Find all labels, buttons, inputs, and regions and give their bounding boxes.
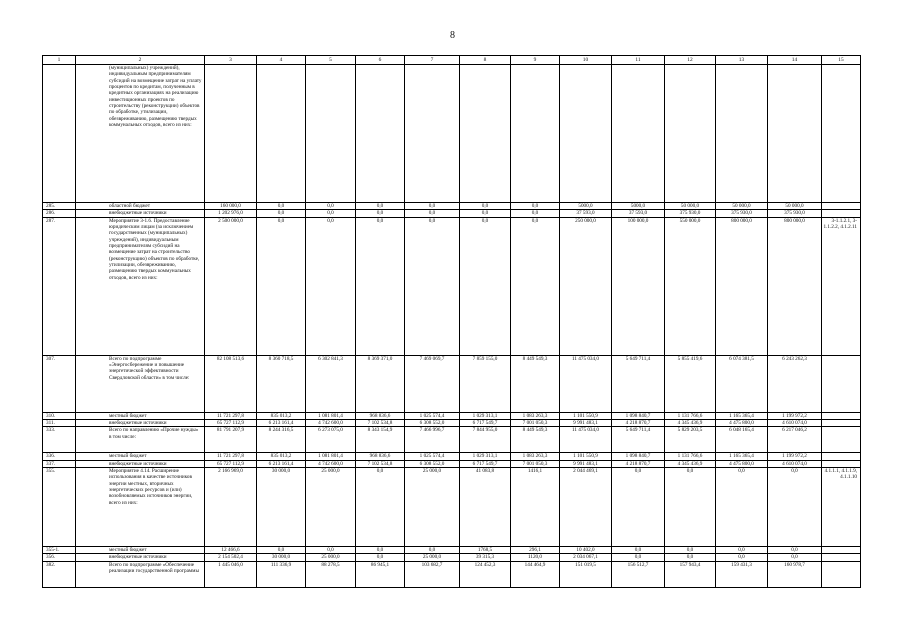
value-cell: 1 131 766,6 bbox=[665, 412, 716, 419]
value-cell: 37 593,0 bbox=[560, 210, 612, 217]
value-cell: 0,0 bbox=[405, 203, 460, 210]
table-row bbox=[43, 203, 861, 210]
value-cell: 0,0 bbox=[768, 468, 822, 547]
value-cell: 6 213 161,4 bbox=[257, 420, 306, 427]
description-cell: Всего по направлению «Прочие нужды» в том числе: bbox=[76, 427, 205, 453]
header-cell: 8 bbox=[460, 56, 511, 65]
value-cell: 5000,0 bbox=[560, 203, 612, 210]
value-cell: 25 000,0 bbox=[306, 468, 356, 547]
table-row bbox=[43, 412, 861, 419]
value-cell: 6 717 549,7 bbox=[460, 420, 511, 427]
page-number: 8 bbox=[450, 30, 455, 41]
header-cell: 1 bbox=[43, 56, 76, 65]
value-cell: 6 308 552,0 bbox=[405, 460, 460, 467]
value-cell: 0,0 bbox=[306, 217, 356, 355]
target-code-cell bbox=[822, 547, 861, 554]
value-cell: 4 742 600,0 bbox=[306, 420, 356, 427]
value-cell: 65 727 112,9 bbox=[205, 460, 257, 467]
table-row bbox=[43, 547, 861, 554]
target-code-cell bbox=[822, 453, 861, 460]
value-cell: 4 610 074,0 bbox=[768, 420, 822, 427]
value-cell: 8 244 316,5 bbox=[257, 427, 306, 453]
value-cell: 0,0 bbox=[716, 554, 768, 561]
header-row bbox=[43, 56, 861, 65]
value-cell: 4 218 870,7 bbox=[612, 420, 665, 427]
target-code-cell bbox=[822, 420, 861, 427]
table-row bbox=[43, 65, 861, 203]
value-cell: 88 278,5 bbox=[306, 561, 356, 587]
value-cell: 1 101 550,9 bbox=[560, 453, 612, 460]
value-cell: 6 074 381,5 bbox=[716, 355, 768, 412]
value-cell: 5 649 711,4 bbox=[612, 427, 665, 453]
value-cell: 1 025 574,4 bbox=[405, 453, 460, 460]
value-cell: 6 217 046,2 bbox=[768, 427, 822, 453]
description-cell: местный бюджет bbox=[76, 412, 205, 419]
header-cell: 11 bbox=[612, 56, 665, 65]
header-cell: 12 bbox=[665, 56, 716, 65]
value-cell: 160 000,0 bbox=[205, 203, 257, 210]
header-cell: 15 bbox=[822, 56, 861, 65]
value-cell: 25 000,0 bbox=[405, 554, 460, 561]
value-cell: 11 475 034,0 bbox=[560, 427, 612, 453]
value-cell: 0,0 bbox=[405, 217, 460, 355]
table-row bbox=[43, 468, 861, 547]
value-cell: 835 013,2 bbox=[257, 412, 306, 419]
value-cell: 1120,0 bbox=[511, 554, 560, 561]
value-cell: 0,0 bbox=[665, 554, 716, 561]
value-cell bbox=[612, 65, 665, 203]
value-cell: 968 836,6 bbox=[356, 453, 405, 460]
row-number-cell: 307. bbox=[43, 355, 76, 412]
value-cell: 296,1 bbox=[511, 547, 560, 554]
value-cell: 1416,1 bbox=[511, 468, 560, 547]
value-cell: 144 464,9 bbox=[511, 561, 560, 587]
value-cell bbox=[560, 65, 612, 203]
row-number-cell: 333. bbox=[43, 427, 76, 453]
value-cell: 800 000,0 bbox=[768, 217, 822, 355]
value-cell: 0,0 bbox=[665, 547, 716, 554]
table-row bbox=[43, 210, 861, 217]
description-cell: областной бюджет bbox=[76, 203, 205, 210]
value-cell: 111 336,9 bbox=[257, 561, 306, 587]
value-cell: 4 475 800,0 bbox=[716, 420, 768, 427]
value-cell: 1 098 840,7 bbox=[612, 453, 665, 460]
value-cell: 50 000,0 bbox=[665, 203, 716, 210]
table-row bbox=[43, 561, 861, 587]
value-cell: 37 593,0 bbox=[612, 210, 665, 217]
row-number-cell: 286. bbox=[43, 210, 76, 217]
value-cell: 7 001 050,3 bbox=[511, 420, 560, 427]
value-cell: 7 844 955,0 bbox=[460, 427, 511, 453]
value-cell: 156 512,7 bbox=[612, 561, 665, 587]
value-cell: 6 213 161,4 bbox=[257, 460, 306, 467]
value-cell: 11 721 297,8 bbox=[205, 412, 257, 419]
table-row bbox=[43, 427, 861, 453]
value-cell: 5000,0 bbox=[612, 203, 665, 210]
value-cell: 0,0 bbox=[257, 217, 306, 355]
table-row bbox=[43, 460, 861, 467]
value-cell: 0,0 bbox=[257, 203, 306, 210]
value-cell: 800 000,0 bbox=[716, 217, 768, 355]
target-code-cell bbox=[822, 561, 861, 587]
value-cell: 7 102 534,8 bbox=[356, 420, 405, 427]
value-cell: 7 469 069,7 bbox=[405, 355, 460, 412]
value-cell: 1 081 801,4 bbox=[306, 453, 356, 460]
description-cell: внебюджетные источники bbox=[76, 460, 205, 467]
description-cell: местный бюджет bbox=[76, 453, 205, 460]
value-cell: 9 991 483,1 bbox=[560, 460, 612, 467]
value-cell: 250 000,0 bbox=[560, 217, 612, 355]
target-code-cell bbox=[822, 427, 861, 453]
value-cell: 6 717 549,7 bbox=[460, 460, 511, 467]
value-cell: 4 742 600,0 bbox=[306, 460, 356, 467]
header-cell: 6 bbox=[356, 56, 405, 65]
value-cell: 8 369 371,0 bbox=[356, 355, 405, 412]
value-cell: 6 302 841,3 bbox=[306, 355, 356, 412]
value-cell: 6 243 262,3 bbox=[768, 355, 822, 412]
value-cell: 39 315,3 bbox=[460, 554, 511, 561]
value-cell: 50 000,0 bbox=[716, 203, 768, 210]
description-cell: внебюджетные источники bbox=[76, 210, 205, 217]
value-cell: 375 930,0 bbox=[665, 210, 716, 217]
value-cell bbox=[356, 65, 405, 203]
value-cell: 6 273 075,0 bbox=[306, 427, 356, 453]
header-cell: 10 bbox=[560, 56, 612, 65]
value-cell: 0,0 bbox=[612, 468, 665, 547]
value-cell: 375 930,0 bbox=[716, 210, 768, 217]
row-number-cell: 356. bbox=[43, 554, 76, 561]
value-cell: 4 345 436,9 bbox=[665, 420, 716, 427]
value-cell: 4 610 074,0 bbox=[768, 460, 822, 467]
row-number-cell bbox=[43, 65, 76, 203]
value-cell: 0,0 bbox=[356, 210, 405, 217]
target-code-cell bbox=[822, 355, 861, 412]
value-cell: 0,0 bbox=[356, 468, 405, 547]
row-number-cell: 355. bbox=[43, 468, 76, 547]
budget-table bbox=[42, 55, 861, 588]
value-cell: 2 034 067,1 bbox=[560, 554, 612, 561]
value-cell: 65 727 112,9 bbox=[205, 420, 257, 427]
value-cell: 50 000,0 bbox=[768, 203, 822, 210]
row-number-cell: 285. bbox=[43, 203, 76, 210]
value-cell: 1 199 972,2 bbox=[768, 453, 822, 460]
value-cell: 1 098 840,7 bbox=[612, 412, 665, 419]
value-cell: 0,0 bbox=[511, 203, 560, 210]
description-cell: Всего по подпрограмме «Энергосбережение и повышение энергетической эффективности Свердловской области» в том числе: bbox=[76, 355, 205, 412]
value-cell: 0,0 bbox=[356, 554, 405, 561]
target-code-cell bbox=[822, 554, 861, 561]
value-cell bbox=[257, 65, 306, 203]
value-cell: 82 108 513,6 bbox=[205, 355, 257, 412]
value-cell: 1 445 046,0 bbox=[205, 561, 257, 587]
value-cell: 100 000,0 bbox=[612, 217, 665, 355]
value-cell: 6 048 165,4 bbox=[716, 427, 768, 453]
value-cell: 0,0 bbox=[511, 217, 560, 355]
value-cell: 0,0 bbox=[257, 210, 306, 217]
value-cell: 1 025 574,4 bbox=[405, 412, 460, 419]
value-cell: 1 199 972,2 bbox=[768, 412, 822, 419]
value-cell: 9 991 483,1 bbox=[560, 420, 612, 427]
value-cell: 0,0 bbox=[356, 203, 405, 210]
description-cell: внебюджетные источники bbox=[76, 554, 205, 561]
value-cell: 0,0 bbox=[612, 554, 665, 561]
row-number-cell: 311. bbox=[43, 420, 76, 427]
table-row bbox=[43, 453, 861, 460]
value-cell: 0,0 bbox=[768, 554, 822, 561]
target-code-cell bbox=[822, 412, 861, 419]
table-row bbox=[43, 420, 861, 427]
description-cell: Мероприятие 3-1.6. Предоставление юридическим лицам (за исключением государственных (муниципальных) учреждений), индивидуальным предпринимателям субсидий на возмещение затрат на строительство (реконструкцию) объектов по обработке, утилизации, обезвреживанию, размещению твердых коммунальных отходов, всего из них: bbox=[76, 217, 205, 355]
value-cell: 0,0 bbox=[460, 203, 511, 210]
header-cell: 4 bbox=[257, 56, 306, 65]
header-cell: 13 bbox=[716, 56, 768, 65]
row-number-cell: 310. bbox=[43, 412, 76, 419]
target-code-cell: 4.1.1.1, 4.1.1.9, 4.1.1.10 bbox=[822, 468, 861, 547]
value-cell bbox=[665, 65, 716, 203]
value-cell: 4 475 800,0 bbox=[716, 460, 768, 467]
value-cell: 550 000,0 bbox=[665, 217, 716, 355]
description-cell: (муниципальных) учреждений), индивидуальным предпринимателям субсидий на возмещение затрат на уплату процентов по кредитам, полученным в кредитных организациях на реализацию инвестиционных проектов по строительству (реконструкции) объектов по обработке, утилизации, обезвреживанию, размещению твердых коммунальных отходов, всего из них: bbox=[76, 65, 205, 203]
value-cell: 124 452,3 bbox=[460, 561, 511, 587]
table-row bbox=[43, 355, 861, 412]
value-cell: 1 083 263,3 bbox=[511, 412, 560, 419]
value-cell: 0,0 bbox=[716, 547, 768, 554]
value-cell: 0,0 bbox=[257, 547, 306, 554]
value-cell: 159 431,3 bbox=[716, 561, 768, 587]
value-cell bbox=[716, 65, 768, 203]
value-cell bbox=[460, 65, 511, 203]
description-cell: местный бюджет bbox=[76, 547, 205, 554]
value-cell: 0,0 bbox=[716, 468, 768, 547]
value-cell: 1 083 263,3 bbox=[511, 453, 560, 460]
row-number-cell: 355-1. bbox=[43, 547, 76, 554]
description-cell: внебюджетные источники bbox=[76, 420, 205, 427]
value-cell: 7 102 534,8 bbox=[356, 460, 405, 467]
row-number-cell: 287. bbox=[43, 217, 76, 355]
target-code-cell: 3-1.1.2.1, 3-1.1.2.2, 4.1.2.11 bbox=[822, 217, 861, 355]
value-cell: 103 682,7 bbox=[405, 561, 460, 587]
value-cell bbox=[306, 65, 356, 203]
row-number-cell: 336. bbox=[43, 453, 76, 460]
target-code-cell bbox=[822, 460, 861, 467]
target-code-cell bbox=[822, 203, 861, 210]
header-cell: 5 bbox=[306, 56, 356, 65]
value-cell: 7 001 050,3 bbox=[511, 460, 560, 467]
target-code-cell bbox=[822, 65, 861, 203]
header-cell: 14 bbox=[768, 56, 822, 65]
value-cell bbox=[768, 65, 822, 203]
value-cell: 0,0 bbox=[612, 547, 665, 554]
value-cell: 41 083,8 bbox=[460, 468, 511, 547]
value-cell: 0,0 bbox=[306, 547, 356, 554]
value-cell: 7 859 155,0 bbox=[460, 355, 511, 412]
header-cell: 3 bbox=[205, 56, 257, 65]
value-cell: 1768,5 bbox=[460, 547, 511, 554]
value-cell: 1 202 976,0 bbox=[205, 210, 257, 217]
value-cell: 81 791 207,9 bbox=[205, 427, 257, 453]
value-cell: 8 449 549,3 bbox=[511, 355, 560, 412]
value-cell: 8 449 549,3 bbox=[511, 427, 560, 453]
value-cell: 0,0 bbox=[405, 547, 460, 554]
value-cell: 25 000,0 bbox=[306, 554, 356, 561]
value-cell: 8 343 154,9 bbox=[356, 427, 405, 453]
value-cell: 0,0 bbox=[460, 210, 511, 217]
value-cell: 0,0 bbox=[306, 203, 356, 210]
value-cell: 12 466,6 bbox=[205, 547, 257, 554]
value-cell: 1 029 313,1 bbox=[460, 453, 511, 460]
value-cell: 1 165 365,4 bbox=[716, 453, 768, 460]
value-cell: 2 044 469,1 bbox=[560, 468, 612, 547]
value-cell: 2 154 502,4 bbox=[205, 554, 257, 561]
header-cell: 7 bbox=[405, 56, 460, 65]
value-cell bbox=[405, 65, 460, 203]
value-cell: 1 081 801,4 bbox=[306, 412, 356, 419]
value-cell: 6 308 552,0 bbox=[405, 420, 460, 427]
value-cell: 151 019,5 bbox=[560, 561, 612, 587]
value-cell: 0,0 bbox=[356, 217, 405, 355]
value-cell: 0,0 bbox=[511, 210, 560, 217]
value-cell: 157 943,4 bbox=[665, 561, 716, 587]
value-cell: 0,0 bbox=[665, 468, 716, 547]
value-cell: 375 930,0 bbox=[768, 210, 822, 217]
value-cell: 5 649 711,4 bbox=[612, 355, 665, 412]
description-cell: Мероприятие 4.14. Расширение использования в качестве источников энергии местных, вторичных энергетических ресурсов и (или) возобновляемых источников энергии, всего из них: bbox=[76, 468, 205, 547]
value-cell: 160 978,7 bbox=[768, 561, 822, 587]
table-row bbox=[43, 554, 861, 561]
value-cell: 968 836,6 bbox=[356, 412, 405, 419]
value-cell: 1 101 550,9 bbox=[560, 412, 612, 419]
value-cell: 25 000,0 bbox=[405, 468, 460, 547]
value-cell: 11 721 297,8 bbox=[205, 453, 257, 460]
value-cell bbox=[205, 65, 257, 203]
value-cell: 835 013,2 bbox=[257, 453, 306, 460]
value-cell: 1 131 766,6 bbox=[665, 453, 716, 460]
value-cell: 0,0 bbox=[306, 210, 356, 217]
table-row bbox=[43, 217, 861, 355]
description-cell: Всего по подпрограмме «Обеспечение реализации государственной программы bbox=[76, 561, 205, 587]
value-cell: 30 000,0 bbox=[257, 554, 306, 561]
value-cell: 2 166 969,0 bbox=[205, 468, 257, 547]
value-cell: 4 218 870,7 bbox=[612, 460, 665, 467]
value-cell: 1 165 365,4 bbox=[716, 412, 768, 419]
target-code-cell bbox=[822, 210, 861, 217]
value-cell: 5 829 203,5 bbox=[665, 427, 716, 453]
value-cell: 0,0 bbox=[356, 547, 405, 554]
value-cell: 0,0 bbox=[405, 210, 460, 217]
value-cell: 5 855 419,6 bbox=[665, 355, 716, 412]
value-cell: 8 360 718,5 bbox=[257, 355, 306, 412]
row-number-cell: 337. bbox=[43, 460, 76, 467]
table-body bbox=[43, 56, 861, 588]
value-cell: 4 345 436,9 bbox=[665, 460, 716, 467]
header-cell: 2 bbox=[76, 56, 205, 65]
value-cell: 0,0 bbox=[768, 547, 822, 554]
value-cell: 86 945,1 bbox=[356, 561, 405, 587]
value-cell: 7 466 996,7 bbox=[405, 427, 460, 453]
value-cell: 30 000,0 bbox=[257, 468, 306, 547]
value-cell: 2 500 000,0 bbox=[205, 217, 257, 355]
header-cell: 9 bbox=[511, 56, 560, 65]
value-cell: 0,0 bbox=[460, 217, 511, 355]
value-cell: 11 475 034,0 bbox=[560, 355, 612, 412]
value-cell bbox=[511, 65, 560, 203]
row-number-cell: 382. bbox=[43, 561, 76, 587]
value-cell: 10 402,0 bbox=[560, 547, 612, 554]
value-cell: 1 029 313,1 bbox=[460, 412, 511, 419]
